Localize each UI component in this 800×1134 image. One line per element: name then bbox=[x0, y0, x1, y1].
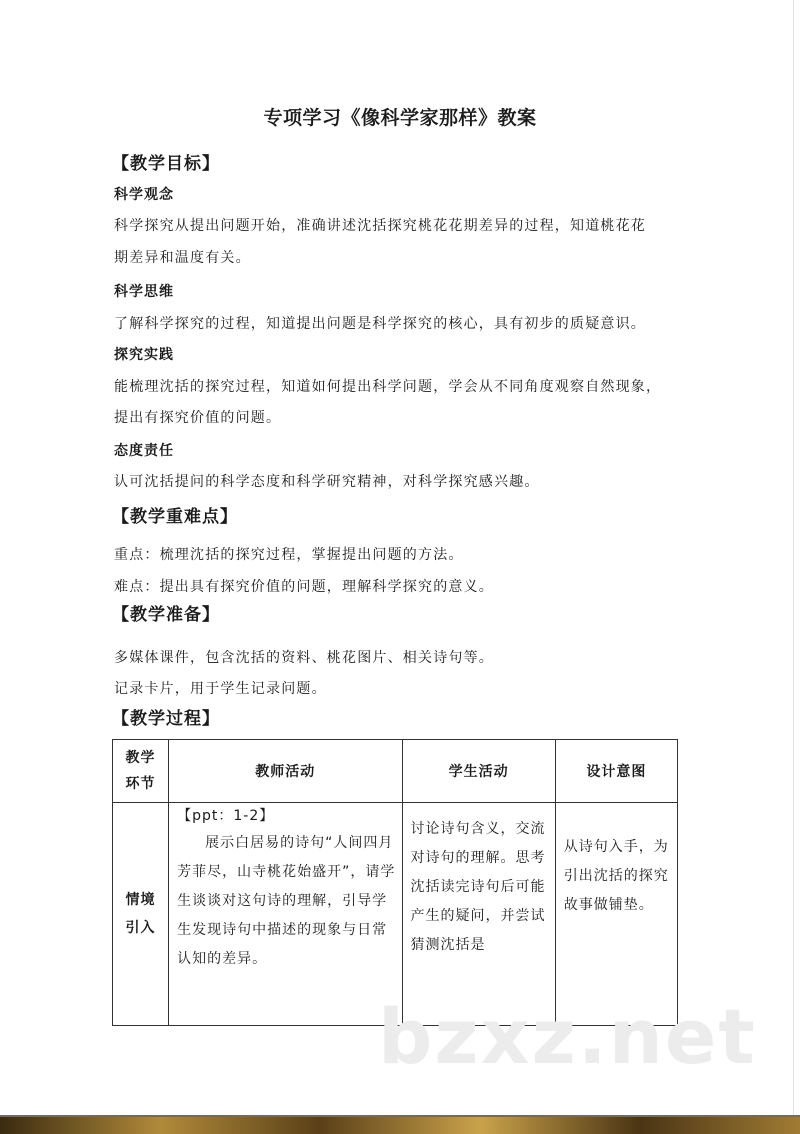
section-heading-prep: 【教学准备】 bbox=[112, 605, 220, 625]
stage-line: 引入 bbox=[125, 920, 156, 936]
paragraph-line: 科学探究从提出问题开始，准确讲述沈括探究桃花花期差异的过程，知道桃花花 bbox=[114, 218, 646, 234]
section-heading-keypoints: 【教学重难点】 bbox=[112, 507, 238, 527]
header-stage bbox=[113, 740, 169, 803]
page-bottom-edge bbox=[0, 1115, 800, 1117]
header-teacher: 教师活动 bbox=[169, 740, 402, 803]
page-edge bbox=[793, 0, 794, 1115]
stage-cell bbox=[113, 803, 169, 1026]
subheading-attitude: 态度责任 bbox=[114, 443, 174, 459]
section-heading-process: 【教学过程】 bbox=[112, 709, 220, 729]
paragraph-line: 了解科学探究的过程，知道提出问题是科学探究的核心，具有初步的质疑意识。 bbox=[114, 316, 646, 332]
header-student: 学生活动 bbox=[402, 740, 555, 803]
document-title: 专项学习《像科学家那样》教案 bbox=[263, 107, 537, 129]
paragraph-line: 认可沈括提问的科学态度和科学研究精神，对科学探究感兴趣。 bbox=[114, 474, 540, 490]
header-stage-line: 环节 bbox=[125, 776, 156, 792]
teacher-activity-text: 展示白居易的诗句“人间四月芳菲尽，山寺桃花始盛开”，请学生谈谈对这句诗的理解，引导学生发现诗句中描述的现象与日常认知的差异。 bbox=[177, 835, 396, 967]
header-stage-line: 教学 bbox=[125, 750, 156, 766]
paragraph-line: 能梳理沈括的探究过程，知道如何提出科学问题，学会从不同角度观察自然现象， bbox=[114, 379, 662, 395]
subheading-thinking: 科学思维 bbox=[114, 284, 174, 300]
ppt-reference: 【ppt：1-2】 bbox=[177, 808, 275, 824]
table-header-row bbox=[113, 740, 678, 803]
bottom-image-strip bbox=[0, 1115, 800, 1134]
header-intent: 设计意图 bbox=[555, 740, 677, 803]
paragraph-line: 期差异和温度有关。 bbox=[114, 250, 251, 266]
keypoint-line: 重点：梳理沈括的探究过程，掌握提出问题的方法。 bbox=[114, 547, 464, 563]
subheading-concept: 科学观念 bbox=[114, 187, 174, 203]
student-activity-cell: 讨论诗句含义，交流对诗句的理解。思考沈括读完诗句后可能产生的疑问，并尝试猜测沈括是 bbox=[402, 803, 555, 1026]
prep-line: 记录卡片，用于学生记录问题。 bbox=[114, 681, 327, 697]
difficulty-line: 难点：提出具有探究价值的问题，理解科学探究的意义。 bbox=[114, 579, 494, 595]
watermark-text: bzxz.net bbox=[378, 992, 757, 1081]
prep-line: 多媒体课件，包含沈括的资料、桃花图片、相关诗句等。 bbox=[114, 650, 494, 666]
stage-line: 情境 bbox=[125, 892, 156, 908]
section-heading-goals: 【教学目标】 bbox=[112, 154, 220, 174]
paragraph-line: 提出有探究价值的问题。 bbox=[114, 410, 282, 426]
process-table bbox=[112, 739, 678, 1026]
design-intent-cell: 从诗句入手，为引出沈括的探究故事做铺垫。 bbox=[555, 803, 677, 1026]
teacher-activity-cell bbox=[169, 803, 402, 1026]
subheading-practice: 探究实践 bbox=[114, 347, 174, 363]
